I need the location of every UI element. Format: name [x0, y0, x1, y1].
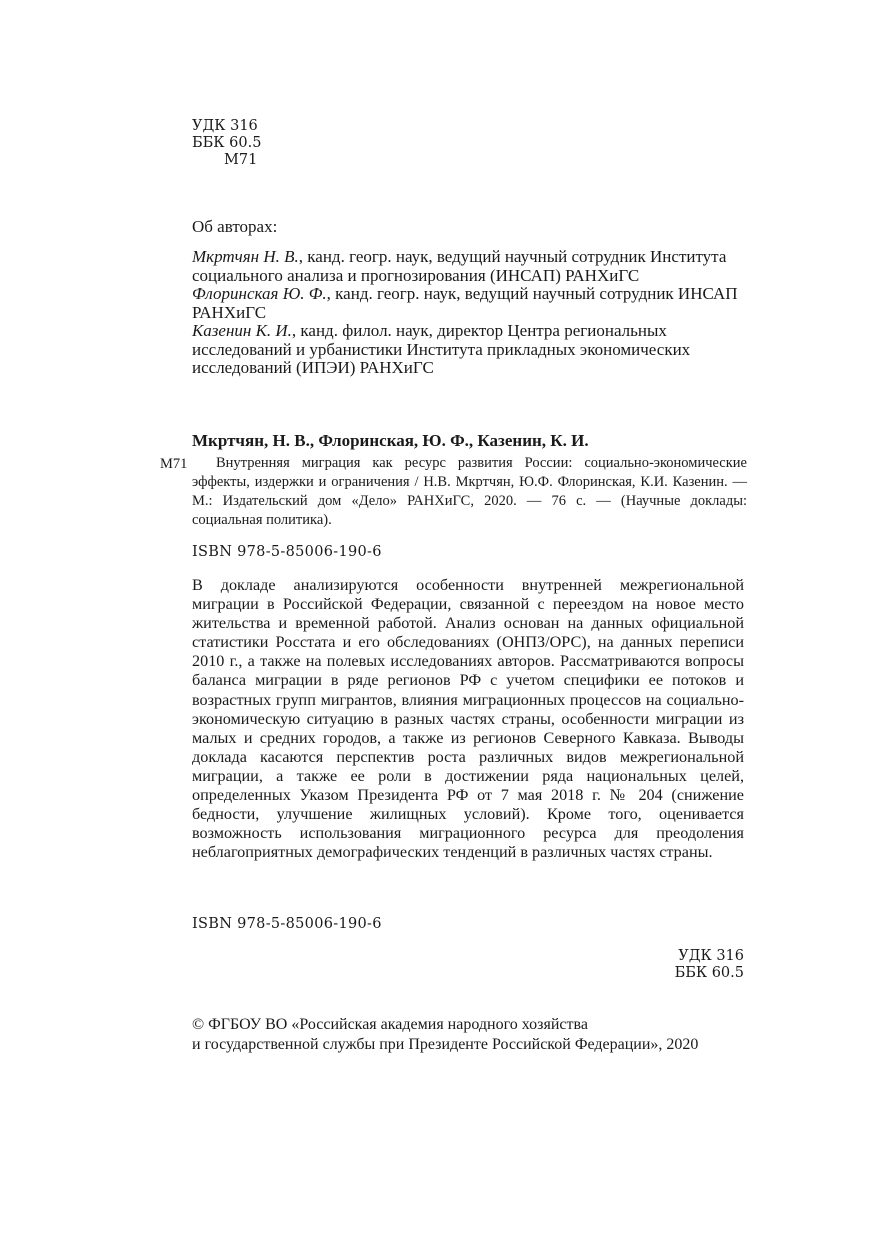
catalog-author-mark: М71 — [160, 456, 188, 472]
author-description: , канд. геогр. наук, ведущий научный сотрудник Института социального анализа и прогнозирования (ИНСАП) РАНХиГС — [192, 247, 727, 285]
authors-list — [192, 248, 752, 378]
author-mark: М71 — [224, 152, 258, 168]
abstract-paragraph: В докладе анализируются особенности внутренней межрегиональной миграции в Российской Федерации, связанной с переездом на новое место жительства и временной работой. Анализ основан на данных официальной статистики Росстата и его обследованиях (ОНПЗ/ОРС), на данных переписи 2010 г., а также на полевых исследованиях авторов. Рассматриваются вопросы баланса миграции в ряде регионов РФ с учетом специфики ее потоков и возрастных групп мигрантов, влияния миграционных процессов на социально-экономическую ситуацию в разных частях страны, особенности миграции из малых и средних городов, а также из регионов Северного Кавказа. Выводы доклада касаются перспектив роста различных видов межрегиональной миграции, а также ее роли в достижении ряда национальных целей, определенных Указом Президента РФ от 7 мая 2018 г. № 204 (снижение бедности, улучшение жилищных условий). Кроме того, оценивается возможность использования миграционного ресурса для преодоления неблагоприятных демографических тенденций в различных частях страны. — [192, 576, 744, 862]
copyright-line: © ФГБОУ ВО «Российская академия народного хозяйства — [192, 1016, 588, 1033]
authors-heading: Об авторах: — [192, 217, 278, 236]
isbn-second: ISBN 978-5-85006-190-6 — [192, 916, 382, 932]
author-entry — [192, 285, 752, 322]
author-entry — [192, 322, 752, 378]
classification-block-top — [192, 118, 261, 169]
copyright-line: и государственной службы при Президенте Российской Федерации», 2020 — [192, 1036, 699, 1053]
author-name: Казенин К. И. — [192, 321, 292, 340]
udk-code: УДК 316 — [678, 948, 744, 964]
bbk-code: ББК 60.5 — [192, 135, 262, 151]
catalog-description: Внутренняя миграция как ресурс развития России: социально-экономические эффекты, издержки и ограничения / Н.В. Мкртчян, Ю.Ф. Флоринская, К.И. Казенин. — М.: Издательский дом «Дело» РАНХиГС, 2020. — 76 с. — (Научные доклады: социальная политика). — [192, 455, 747, 528]
catalog-authors-title: Мкртчян, Н. В., Флоринская, Ю. Ф., Казенин, К. И. — [192, 431, 589, 450]
classification-block-bottom — [600, 948, 744, 982]
author-name: Флоринская Ю. Ф. — [192, 284, 327, 303]
udk-code: УДК 316 — [192, 118, 258, 134]
copyright-notice — [192, 1015, 752, 1055]
isbn-first: ISBN 978-5-85006-190-6 — [192, 544, 382, 560]
author-description: , канд. геогр. наук, ведущий научный сотрудник ИНСАП РАНХиГС — [192, 284, 738, 322]
author-entry — [192, 248, 752, 285]
bbk-code: ББК 60.5 — [674, 965, 744, 981]
author-description: , канд. филол. наук, директор Центра региональных исследований и урбанистики Института прикладных экономических исследований (ИПЭИ) РАНХиГС — [192, 321, 691, 377]
author-name: Мкртчян Н. В. — [192, 247, 299, 266]
